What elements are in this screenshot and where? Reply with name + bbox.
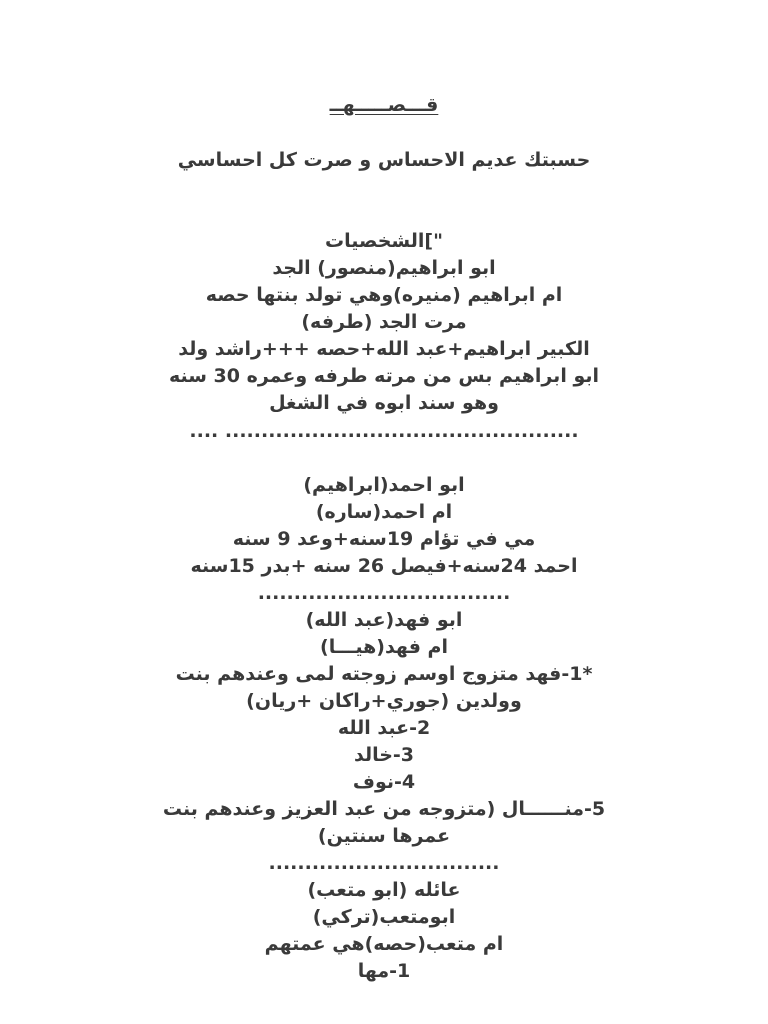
text-line: مرت الجد (طرفه)	[301, 311, 467, 333]
text-line: ابو ابراهيم بس من مرته طرفه وعمره 30 سنه	[168, 365, 600, 387]
text-line: الكبير ابراهيم+عبد الله+حصه +++راشد ولد	[178, 338, 590, 360]
text-line: ام ابراهيم (منيره)وهي تولد بنتها حصه	[205, 284, 563, 306]
text-line: ابو فهد(عبد الله)	[305, 609, 463, 631]
text-line: 3-خالد	[353, 744, 415, 766]
separator: ...................................	[257, 582, 511, 604]
text-line: احمد 24سنه+فيصل 26 سنه +بدر 15سنه	[190, 555, 578, 577]
text-line: 2-عبد الله	[337, 717, 431, 739]
text-line: مي في تؤام 19سنه+وعد 9 سنه	[232, 528, 536, 550]
text-line: عائله (ابو متعب)	[307, 879, 461, 901]
text-line: 4-نوف	[352, 771, 416, 793]
text-line: ام متعب(حصه)هي عمتهم	[264, 933, 504, 955]
text-line: عمرها سنتين)	[317, 825, 451, 847]
text-line: ام فهد(هيـــا)	[320, 636, 448, 658]
text-line: ام احمد(ساره)	[315, 501, 453, 523]
story-title: قـــصـــــهــ	[329, 94, 439, 116]
text-line: *1-فهد متزوج اوسم زوجته لمى وعندهم بنت	[175, 663, 593, 685]
separator: ................................	[268, 852, 500, 874]
text-line: وولدين (جوري+راكان +ريان)	[246, 690, 522, 712]
separator: .... .................................................	[189, 420, 579, 442]
text-line: وهو سند ابوه في الشغل	[269, 392, 499, 414]
characters-heading: "]الشخصيات	[325, 230, 443, 252]
text-line: ابو ابراهيم(منصور) الجد	[272, 257, 496, 279]
document-page	[100, 0, 668, 1024]
story-subtitle: حسبتك عديم الاحساس و صرت كل احساسي	[177, 149, 591, 171]
text-line: 5-منــــــال (متزوجه من عبد العزيز وعندهم بنت	[162, 798, 606, 820]
text-line: 1-مها	[357, 960, 411, 982]
text-line: ابو احمد(ابراهيم)	[303, 474, 465, 496]
text-line: ابومتعب(تركي)	[312, 906, 456, 928]
